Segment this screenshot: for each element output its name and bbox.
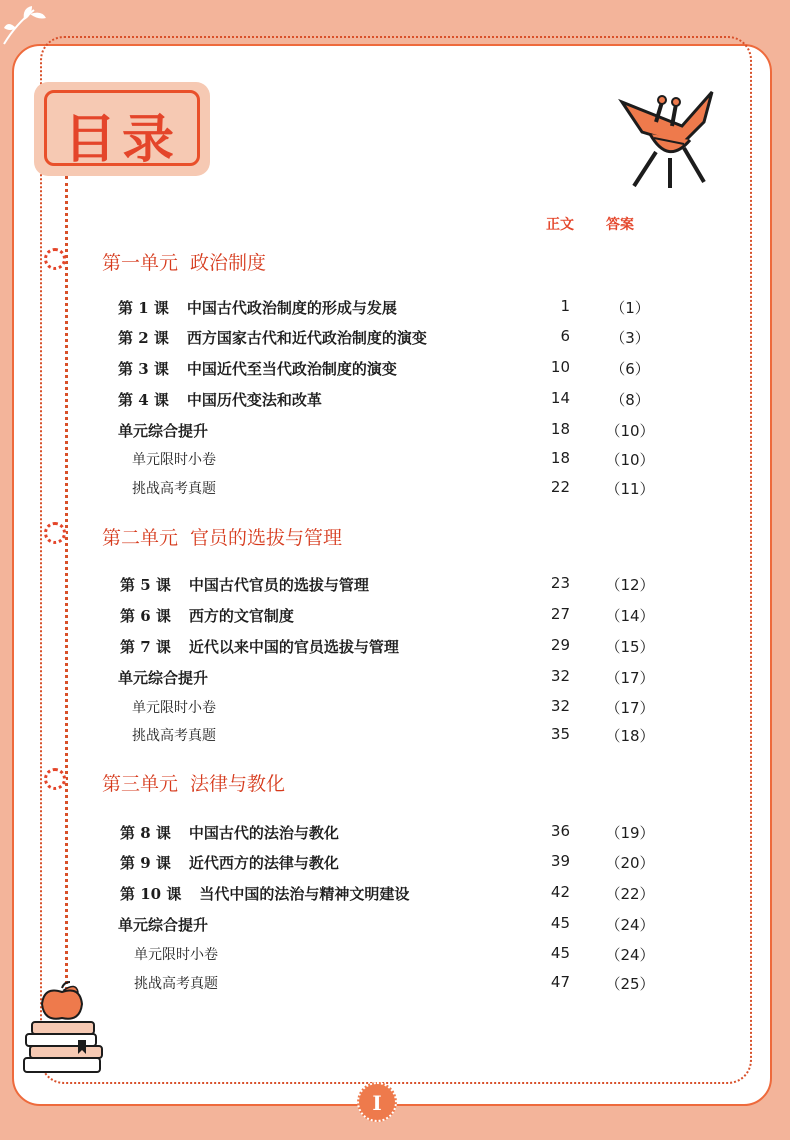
page-ref: 18 xyxy=(550,420,570,438)
page-ref: 10 xyxy=(550,358,570,376)
answer-ref: （10） xyxy=(605,422,655,440)
lesson-title: 近代西方的法律与教化 xyxy=(188,854,339,872)
page-title: 目录 xyxy=(63,110,180,170)
answer-ref: （10） xyxy=(605,451,655,469)
lesson-title: 西方国家古代和近代政治制度的演变 xyxy=(186,329,427,347)
answer-ref: （12） xyxy=(605,576,655,594)
page-ref: 22 xyxy=(550,478,570,496)
page-ref: 47 xyxy=(550,973,570,991)
lesson-number: 第 2 课 xyxy=(118,329,169,347)
lesson-title: 当代中国的法治与精神文明建设 xyxy=(199,885,410,903)
page-ref: 18 xyxy=(550,449,570,467)
toc-entry[interactable] xyxy=(0,358,790,382)
answer-ref: （25） xyxy=(605,975,655,993)
answer-ref: （1） xyxy=(610,299,650,317)
toc-entry[interactable] xyxy=(0,822,790,846)
lesson-title: 西方的文官制度 xyxy=(188,607,294,625)
toc-entry[interactable] xyxy=(0,697,790,721)
toc-entry[interactable] xyxy=(0,389,790,413)
toc-entry[interactable] xyxy=(0,327,790,351)
answer-ref: （8） xyxy=(610,391,650,409)
toc-entry[interactable] xyxy=(0,449,790,473)
lesson-title: 中国古代官员的选拔与管理 xyxy=(188,576,369,594)
toc-entry[interactable] xyxy=(0,944,790,968)
sub-item-title: 单元限时小卷 xyxy=(132,452,216,468)
toc-entry[interactable] xyxy=(0,973,790,997)
lesson-number: 第 1 课 xyxy=(118,299,169,317)
lesson-number: 第 7 课 xyxy=(120,638,171,656)
page-ref: 29 xyxy=(550,636,570,654)
lesson-title: 中国古代的法治与教化 xyxy=(188,824,339,842)
answer-ref: （17） xyxy=(605,669,655,687)
lesson-number: 第 10 课 xyxy=(120,885,182,903)
page-ref: 14 xyxy=(550,389,570,407)
unit-label: 第一单元 xyxy=(102,252,179,274)
lesson-number: 第 5 课 xyxy=(120,576,171,594)
answer-ref: （22） xyxy=(605,885,655,903)
answer-ref: （19） xyxy=(605,824,655,842)
answer-ref: （17） xyxy=(605,699,655,717)
page-ref: 39 xyxy=(550,852,570,870)
lesson-title: 近代以来中国的官员选拔与管理 xyxy=(188,638,399,656)
unit-title: 官员的选拔与管理 xyxy=(190,527,343,549)
unit-marker xyxy=(44,248,66,270)
toc-entry[interactable] xyxy=(0,883,790,907)
answer-ref: （24） xyxy=(605,946,655,964)
page-ref: 42 xyxy=(550,883,570,901)
toc-entry[interactable] xyxy=(0,297,790,321)
toc-entry[interactable] xyxy=(0,605,790,629)
answer-ref: （20） xyxy=(605,854,655,872)
unit-heading[interactable] xyxy=(102,248,266,275)
sub-item-title: 挑战高考真题 xyxy=(132,481,216,497)
unit-title: 法律与教化 xyxy=(190,773,286,795)
page-ref: 1 xyxy=(560,297,570,315)
unit-title: 政治制度 xyxy=(190,252,267,274)
title-badge xyxy=(34,82,210,176)
unit-label: 第三单元 xyxy=(102,773,179,795)
unit-label: 第二单元 xyxy=(102,527,179,549)
answer-ref: （6） xyxy=(610,360,650,378)
summary-title: 单元综合提升 xyxy=(118,422,209,440)
lesson-number: 第 6 课 xyxy=(120,607,171,625)
toc-entry[interactable] xyxy=(0,725,790,749)
page-ref: 27 xyxy=(550,605,570,623)
page-ref: 6 xyxy=(560,327,570,345)
toc-entry[interactable] xyxy=(0,914,790,938)
page-ref: 32 xyxy=(550,667,570,685)
page-ref: 32 xyxy=(550,697,570,715)
answer-ref: （14） xyxy=(605,607,655,625)
toc-entry[interactable] xyxy=(0,478,790,502)
sub-item-title: 挑战高考真题 xyxy=(134,976,218,992)
sub-item-title: 单元限时小卷 xyxy=(134,947,218,963)
page-ref: 23 xyxy=(550,574,570,592)
toc-entry[interactable] xyxy=(0,852,790,876)
answer-ref: （15） xyxy=(605,638,655,656)
sub-item-title: 单元限时小卷 xyxy=(132,700,216,716)
unit-marker xyxy=(44,768,66,790)
toc-entry[interactable] xyxy=(0,574,790,598)
toc-entry[interactable] xyxy=(0,420,790,444)
page-ref: 35 xyxy=(550,725,570,743)
column-header-main: 正文 xyxy=(546,217,574,233)
page-number: I xyxy=(357,1082,397,1122)
toc-entry[interactable] xyxy=(0,636,790,660)
sub-item-title: 挑战高考真题 xyxy=(132,728,216,744)
answer-ref: （11） xyxy=(605,480,655,498)
page-ref: 45 xyxy=(550,944,570,962)
lesson-number: 第 3 课 xyxy=(118,360,169,378)
lesson-number: 第 8 课 xyxy=(120,824,171,842)
lesson-number: 第 4 课 xyxy=(118,391,169,409)
answer-ref: （24） xyxy=(605,916,655,934)
answer-ref: （3） xyxy=(610,329,650,347)
unit-marker xyxy=(44,522,66,544)
answer-ref: （18） xyxy=(605,727,655,745)
bronze-jue-vessel-icon xyxy=(612,82,722,192)
unit-heading[interactable] xyxy=(102,523,342,550)
lesson-number: 第 9 课 xyxy=(120,854,171,872)
lesson-title: 中国古代政治制度的形成与发展 xyxy=(186,299,397,317)
column-header-answer: 答案 xyxy=(606,217,634,233)
unit-heading[interactable] xyxy=(102,769,285,796)
apple-on-books-icon xyxy=(18,980,110,1080)
summary-title: 单元综合提升 xyxy=(118,669,209,687)
lesson-title: 中国近代至当代政治制度的演变 xyxy=(186,360,397,378)
page-ref: 45 xyxy=(550,914,570,932)
toc-entry[interactable] xyxy=(0,667,790,691)
page-ref: 36 xyxy=(550,822,570,840)
summary-title: 单元综合提升 xyxy=(118,916,209,934)
lesson-title: 中国历代变法和改革 xyxy=(186,391,322,409)
